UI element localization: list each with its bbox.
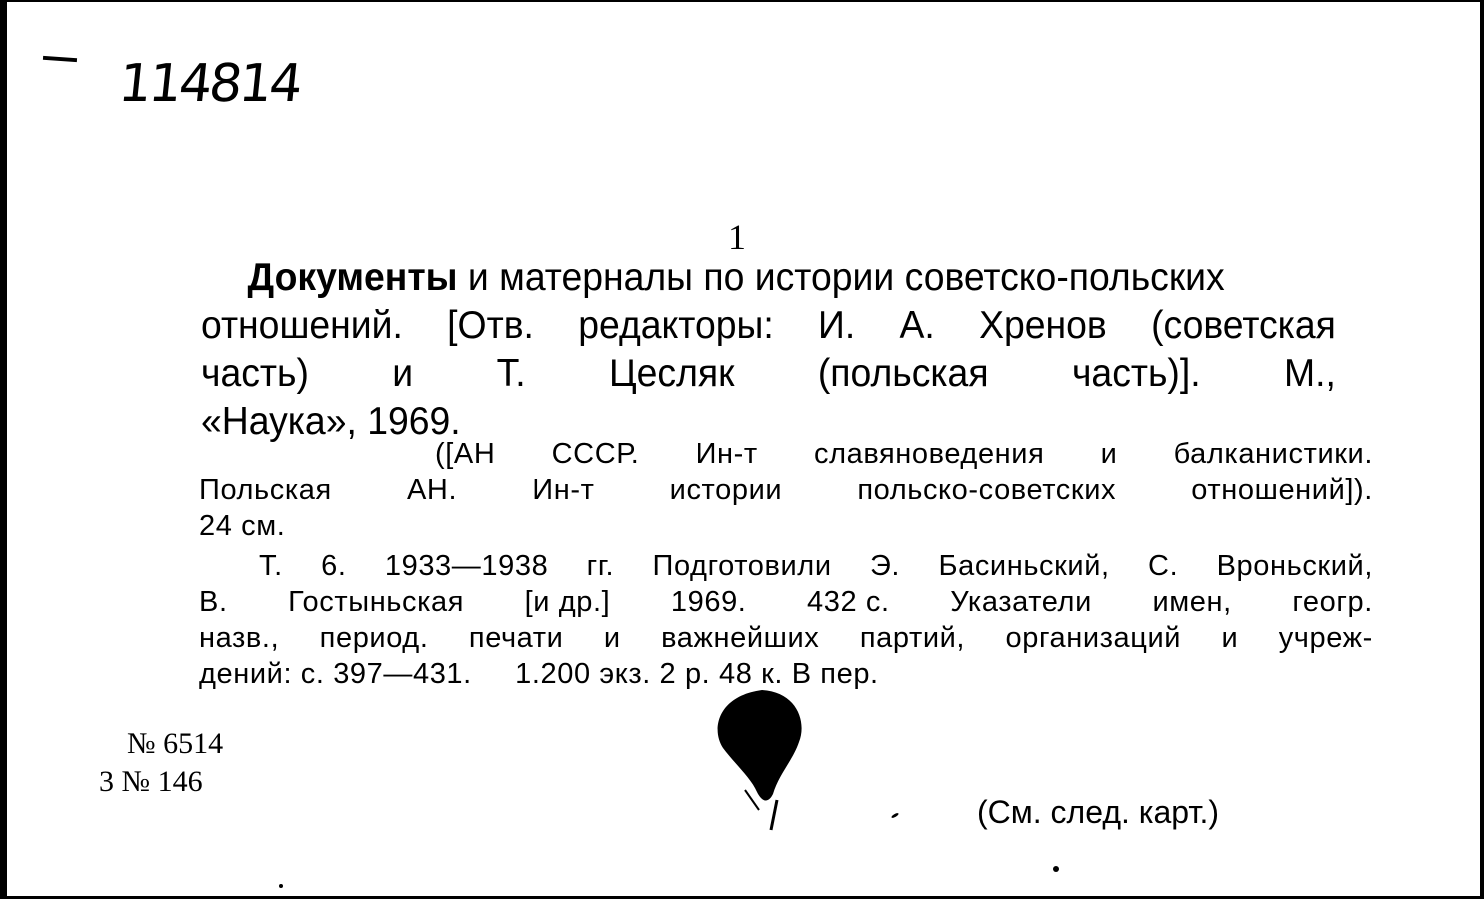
word: ([АН [435, 438, 496, 470]
word: 1933—1938 [384, 550, 549, 582]
catalog-code-1: № 6514 [127, 727, 224, 760]
word: редакторы: [578, 304, 774, 347]
volume-line-2 [199, 584, 1373, 620]
word: истории [669, 474, 783, 506]
word: (польская [817, 352, 989, 395]
word: отношений. [201, 304, 403, 347]
word: Хренов [979, 304, 1107, 347]
word: 432 с. [807, 586, 890, 618]
bibliographic-entry [201, 254, 1336, 446]
word: И. [817, 304, 856, 347]
word: (советская [1151, 304, 1336, 347]
series-and-volume-notes [199, 436, 1373, 692]
see-next-card-note: (См. след. карт.) [977, 794, 1220, 830]
word: и [603, 622, 621, 654]
word: Подготовили [652, 550, 832, 582]
word: период. [319, 622, 429, 654]
word: Польская [199, 474, 332, 506]
dimensions-line: 24 см. [199, 510, 286, 542]
word: назв., [199, 622, 280, 654]
word: СССР. [551, 438, 640, 470]
card-number: 1 [728, 217, 746, 257]
entry-line-1 [201, 254, 1336, 302]
entry-line-4: «Наука», 1969. [201, 400, 461, 443]
catalog-codes [99, 725, 223, 801]
handwritten-dash [43, 56, 77, 62]
ink-speck [1053, 866, 1059, 872]
word: 6. [321, 550, 347, 582]
word: учреж- [1278, 622, 1373, 654]
word: Вроньский, [1216, 550, 1373, 582]
entry-line-2 [201, 302, 1336, 350]
word: важнейших [661, 622, 820, 654]
word: и [1100, 438, 1118, 470]
word: Басиньский, [938, 550, 1110, 582]
word: печати [468, 622, 564, 654]
ink-blot-mark [707, 682, 817, 832]
word: [и др.] [524, 586, 611, 618]
word: Цесляк [609, 352, 735, 395]
inventory-number: 114814 [115, 54, 303, 114]
word: А. [899, 304, 935, 347]
word: АН. [406, 474, 458, 506]
volume-line-1 [199, 548, 1373, 584]
catalog-code-2: 3 № 146 [99, 765, 203, 798]
series-line-2 [199, 472, 1373, 508]
entry-title-word: Документы [247, 256, 458, 299]
word: и [1221, 622, 1239, 654]
word: В. [199, 586, 228, 618]
word: Ин-т [695, 438, 758, 470]
entry-title-rest: и матерналы по истории советско-польских [457, 256, 1225, 299]
word: славяноведения [813, 438, 1045, 470]
word: польско-советских [857, 474, 1117, 506]
word: и [392, 352, 414, 395]
word: Указатели [950, 586, 1092, 618]
word: часть) [201, 352, 309, 395]
ink-speck [891, 812, 899, 819]
word: организаций [1005, 622, 1182, 654]
word: Ин-т [532, 474, 595, 506]
word: С. [1148, 550, 1179, 582]
word: имен, [1152, 586, 1232, 618]
entry-line-3 [201, 350, 1336, 398]
word: 1969. [670, 586, 747, 618]
word: часть)]. [1071, 352, 1201, 395]
word: гг. [586, 550, 615, 582]
volume-line-3 [199, 620, 1373, 656]
word: Т. [259, 550, 283, 582]
word: Гостыньская [288, 586, 465, 618]
series-line-1 [199, 436, 1373, 472]
word: геогр. [1292, 586, 1373, 618]
volume-line-4: дений: с. 397—431. 1.200 экз. 2 р. 48 к. В пер. [199, 658, 879, 690]
word: Э. [869, 550, 901, 582]
word: балканистики. [1173, 438, 1373, 470]
word: отношений]). [1191, 474, 1373, 506]
word: М., [1284, 352, 1336, 395]
word: партий, [859, 622, 966, 654]
word: Т. [496, 352, 526, 395]
ink-speck [279, 884, 283, 888]
word: [Отв. [447, 304, 534, 347]
